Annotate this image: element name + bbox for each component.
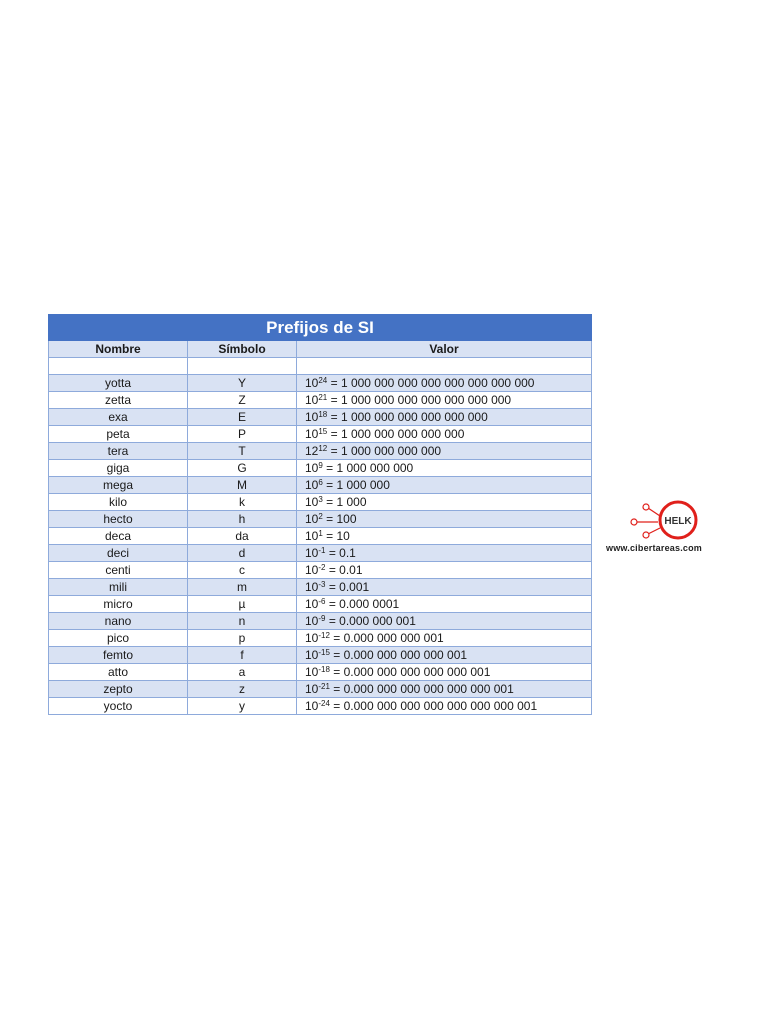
table-row (49, 511, 592, 528)
prefix-name: femto (49, 647, 188, 664)
prefix-name: hecto (49, 511, 188, 528)
value-expansion: = 1 000 (322, 494, 367, 509)
value-expansion: = 0.1 (325, 545, 356, 560)
prefix-symbol: µ (188, 596, 297, 613)
prefix-name: pico (49, 630, 188, 647)
table-row (49, 545, 592, 562)
table-row (49, 647, 592, 664)
value-expansion: = 0.000 000 000 001 (329, 630, 444, 645)
value-expansion: = 1 000 000 000 000 000 000 000 000 (327, 375, 535, 390)
value-expansion: = 10 (322, 528, 350, 543)
value-exponent: 21 (318, 392, 328, 402)
prefix-value (297, 698, 592, 715)
prefix-symbol: G (188, 460, 297, 477)
value-base: 10 (305, 392, 319, 407)
prefix-name: tera (49, 443, 188, 460)
value-exponent: 3 (318, 494, 323, 504)
prefix-name: nano (49, 613, 188, 630)
value-base: 10 (305, 477, 319, 492)
value-base: 10 (305, 579, 319, 594)
prefix-name: atto (49, 664, 188, 681)
prefix-name: zepto (49, 681, 188, 698)
table-row (49, 630, 592, 647)
value-base: 10 (305, 698, 319, 713)
value-exponent: 12 (318, 443, 328, 453)
value-exponent: 24 (318, 375, 328, 385)
value-base: 10 (305, 562, 319, 577)
prefix-value (297, 562, 592, 579)
value-expansion: = 0.001 (325, 579, 370, 594)
value-exponent: 6 (318, 477, 323, 487)
prefix-name: exa (49, 409, 188, 426)
prefix-symbol: d (188, 545, 297, 562)
prefix-symbol: p (188, 630, 297, 647)
prefix-symbol: M (188, 477, 297, 494)
empty-cell (188, 358, 297, 375)
prefix-value (297, 460, 592, 477)
value-exponent: -21 (318, 681, 330, 691)
value-base: 10 (305, 596, 319, 611)
prefix-symbol: Y (188, 375, 297, 392)
prefix-symbol: Z (188, 392, 297, 409)
value-exponent: -9 (318, 613, 326, 623)
table-row (49, 460, 592, 477)
value-base: 10 (305, 545, 319, 560)
value-expansion: = 0.000 000 000 000 000 000 000 001 (329, 698, 538, 713)
table-row (49, 477, 592, 494)
prefix-value (297, 494, 592, 511)
prefix-value (297, 664, 592, 681)
si-prefix-table (48, 314, 592, 715)
prefix-symbol: k (188, 494, 297, 511)
prefix-value (297, 528, 592, 545)
prefix-symbol: m (188, 579, 297, 596)
value-expansion: = 0.000 000 000 000 001 (329, 647, 468, 662)
cibertareas-logo (606, 498, 730, 558)
header-value: Valor (297, 341, 592, 358)
header-symbol: Símbolo (188, 341, 297, 358)
value-expansion: = 1 000 000 000 000 000 (327, 426, 465, 441)
table-row (49, 664, 592, 681)
value-exponent: -18 (318, 664, 330, 674)
value-expansion: = 0.01 (325, 562, 363, 577)
value-exponent: -3 (318, 579, 326, 589)
value-base: 12 (305, 443, 319, 458)
prefix-symbol: y (188, 698, 297, 715)
prefix-name: mega (49, 477, 188, 494)
value-expansion: = 1 000 000 000 000 000 000 000 (327, 392, 512, 407)
prefix-name: yocto (49, 698, 188, 715)
value-exponent: -12 (318, 630, 330, 640)
table-row (49, 579, 592, 596)
value-expansion: = 0.000 0001 (325, 596, 400, 611)
value-expansion: = 0.000 000 001 (325, 613, 416, 628)
prefix-value (297, 647, 592, 664)
table-row (49, 528, 592, 545)
value-expansion: = 1 000 000 000 (322, 460, 414, 475)
prefix-name: zetta (49, 392, 188, 409)
table-body (49, 358, 592, 715)
value-base: 10 (305, 647, 319, 662)
empty-cell (297, 358, 592, 375)
prefix-symbol: h (188, 511, 297, 528)
prefix-value (297, 630, 592, 647)
prefix-value (297, 375, 592, 392)
prefix-symbol: f (188, 647, 297, 664)
table-row (49, 596, 592, 613)
prefix-value (297, 392, 592, 409)
table-row (49, 613, 592, 630)
table-row (49, 409, 592, 426)
value-exponent: -1 (318, 545, 326, 555)
prefix-value (297, 426, 592, 443)
prefix-value (297, 409, 592, 426)
table-row (49, 562, 592, 579)
prefix-symbol: a (188, 664, 297, 681)
table-row (49, 494, 592, 511)
prefix-symbol: P (188, 426, 297, 443)
empty-row (49, 358, 592, 375)
prefix-name: centi (49, 562, 188, 579)
table-row (49, 392, 592, 409)
prefix-value (297, 477, 592, 494)
prefix-name: kilo (49, 494, 188, 511)
table-row (49, 443, 592, 460)
prefix-name: micro (49, 596, 188, 613)
value-exponent: 18 (318, 409, 328, 419)
value-expansion: = 1 000 000 000 000 (327, 443, 442, 458)
value-base: 10 (305, 681, 319, 696)
prefix-symbol: c (188, 562, 297, 579)
prefix-value (297, 579, 592, 596)
helk-logo-icon (628, 498, 708, 542)
prefix-symbol: T (188, 443, 297, 460)
svg-text:HELK: HELK (664, 516, 692, 527)
value-exponent: 2 (318, 511, 323, 521)
prefix-symbol: E (188, 409, 297, 426)
header-name: Nombre (49, 341, 188, 358)
table-title: Prefijos de SI (49, 315, 592, 341)
prefix-value (297, 545, 592, 562)
value-exponent: -6 (318, 596, 326, 606)
value-expansion: = 0.000 000 000 000 000 000 001 (329, 681, 514, 696)
value-base: 10 (305, 375, 319, 390)
prefix-name: peta (49, 426, 188, 443)
prefix-value (297, 681, 592, 698)
table-row (49, 681, 592, 698)
value-base: 10 (305, 409, 319, 424)
prefix-value (297, 511, 592, 528)
value-base: 10 (305, 460, 319, 475)
table-row (49, 426, 592, 443)
prefix-value (297, 613, 592, 630)
prefix-name: yotta (49, 375, 188, 392)
value-base: 10 (305, 494, 319, 509)
value-expansion: = 1 000 000 000 000 000 000 (327, 409, 488, 424)
prefix-name: mili (49, 579, 188, 596)
value-base: 10 (305, 426, 319, 441)
prefix-name: deci (49, 545, 188, 562)
prefix-symbol: da (188, 528, 297, 545)
prefix-value (297, 596, 592, 613)
value-base: 10 (305, 511, 319, 526)
value-exponent: -15 (318, 647, 330, 657)
prefix-name: deca (49, 528, 188, 545)
prefix-name: giga (49, 460, 188, 477)
value-expansion: = 0.000 000 000 000 000 001 (329, 664, 491, 679)
value-base: 10 (305, 528, 319, 543)
prefix-value (297, 443, 592, 460)
value-base: 10 (305, 630, 319, 645)
logo-url: www.cibertareas.com (606, 543, 703, 553)
table-row (49, 375, 592, 392)
value-exponent: -2 (318, 562, 326, 572)
prefix-symbol: n (188, 613, 297, 630)
value-base: 10 (305, 613, 319, 628)
value-expansion: = 1 000 000 (322, 477, 390, 492)
value-exponent: 1 (318, 528, 323, 538)
value-exponent: -24 (318, 698, 330, 708)
empty-cell (49, 358, 188, 375)
value-exponent: 15 (318, 426, 328, 436)
prefix-symbol: z (188, 681, 297, 698)
value-expansion: = 100 (322, 511, 357, 526)
value-exponent: 9 (318, 460, 323, 470)
value-base: 10 (305, 664, 319, 679)
table-row (49, 698, 592, 715)
